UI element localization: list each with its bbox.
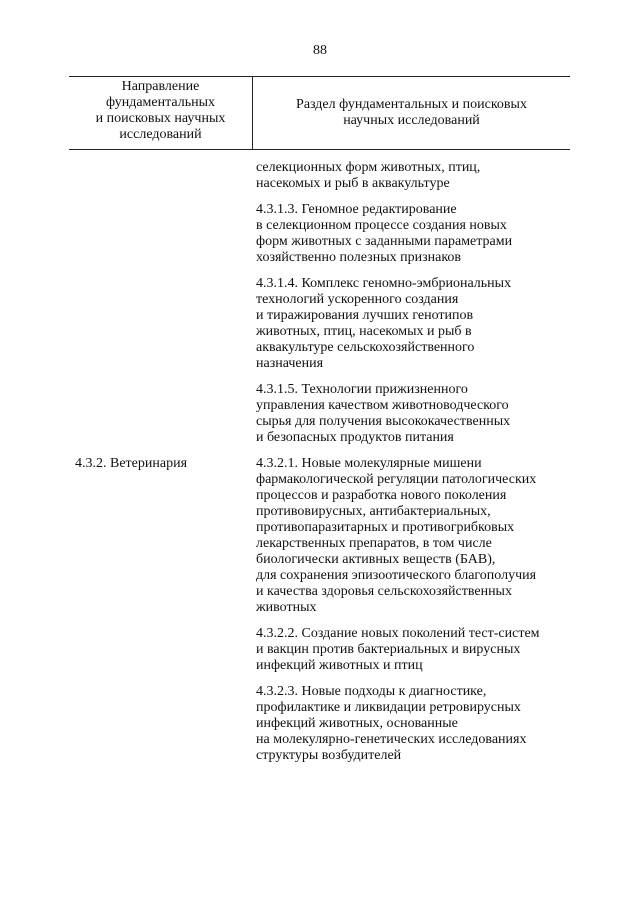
table-row <box>69 160 570 456</box>
section-entry: селекционных форм животных, птиц, насекомых и рыб в аквакультуре <box>256 160 481 191</box>
section-entry: 4.3.2.1. Новые молекулярные мишени фармакологической регуляции патологических процессов и разработка нового поколения противовирусных, антибактериальных, противопаразитарных и противогрибковых лекарственных препаратов, в том числе биологически активных веществ (БАВ), для сохранения эпизоотического благополучия и качества здоровья сельскохозяйственных животных <box>256 456 537 615</box>
direction-cell <box>69 160 256 456</box>
section-cell <box>256 160 570 456</box>
section-entry: 4.3.1.3. Геномное редактирование в селекционном процессе создания новых форм животных с заданными параметрами хозяйственно полезных признаков <box>256 202 513 265</box>
table-top-rule <box>69 76 570 77</box>
section-entry: 4.3.2.3. Новые подходы к диагностике, профилактике и ликвидации ретровирусных инфекций животных, основанные на молекулярно-генетических исследованиях структуры возбудителей <box>256 684 527 763</box>
header-direction: Направление фундаментальных и поисковых научных исследований <box>95 79 226 142</box>
page-number: 88 <box>313 43 327 58</box>
header-section: Раздел фундаментальных и поисковых научных исследований <box>296 97 527 128</box>
section-entry: 4.3.1.5. Технологии прижизненного управления качеством животноводческого сырья для получения высококачественных и безопасных продуктов питания <box>256 382 511 445</box>
section-cell <box>256 456 570 774</box>
table-row <box>69 456 570 774</box>
table-header-rule <box>69 149 570 150</box>
table-body <box>69 160 570 774</box>
section-entry: 4.3.2.2. Создание новых поколений тест-систем и вакцин против бактериальных и вирусных инфекций животных и птиц <box>256 626 540 673</box>
section-entry: 4.3.1.4. Комплекс геномно-эмбриональных технологий ускоренного создания и тиражирования лучших генотипов животных, птиц, насекомых и рыб в аквакультуре сельскохозяйственного назначения <box>256 276 512 371</box>
direction-cell: 4.3.2. Ветеринария <box>75 456 188 471</box>
